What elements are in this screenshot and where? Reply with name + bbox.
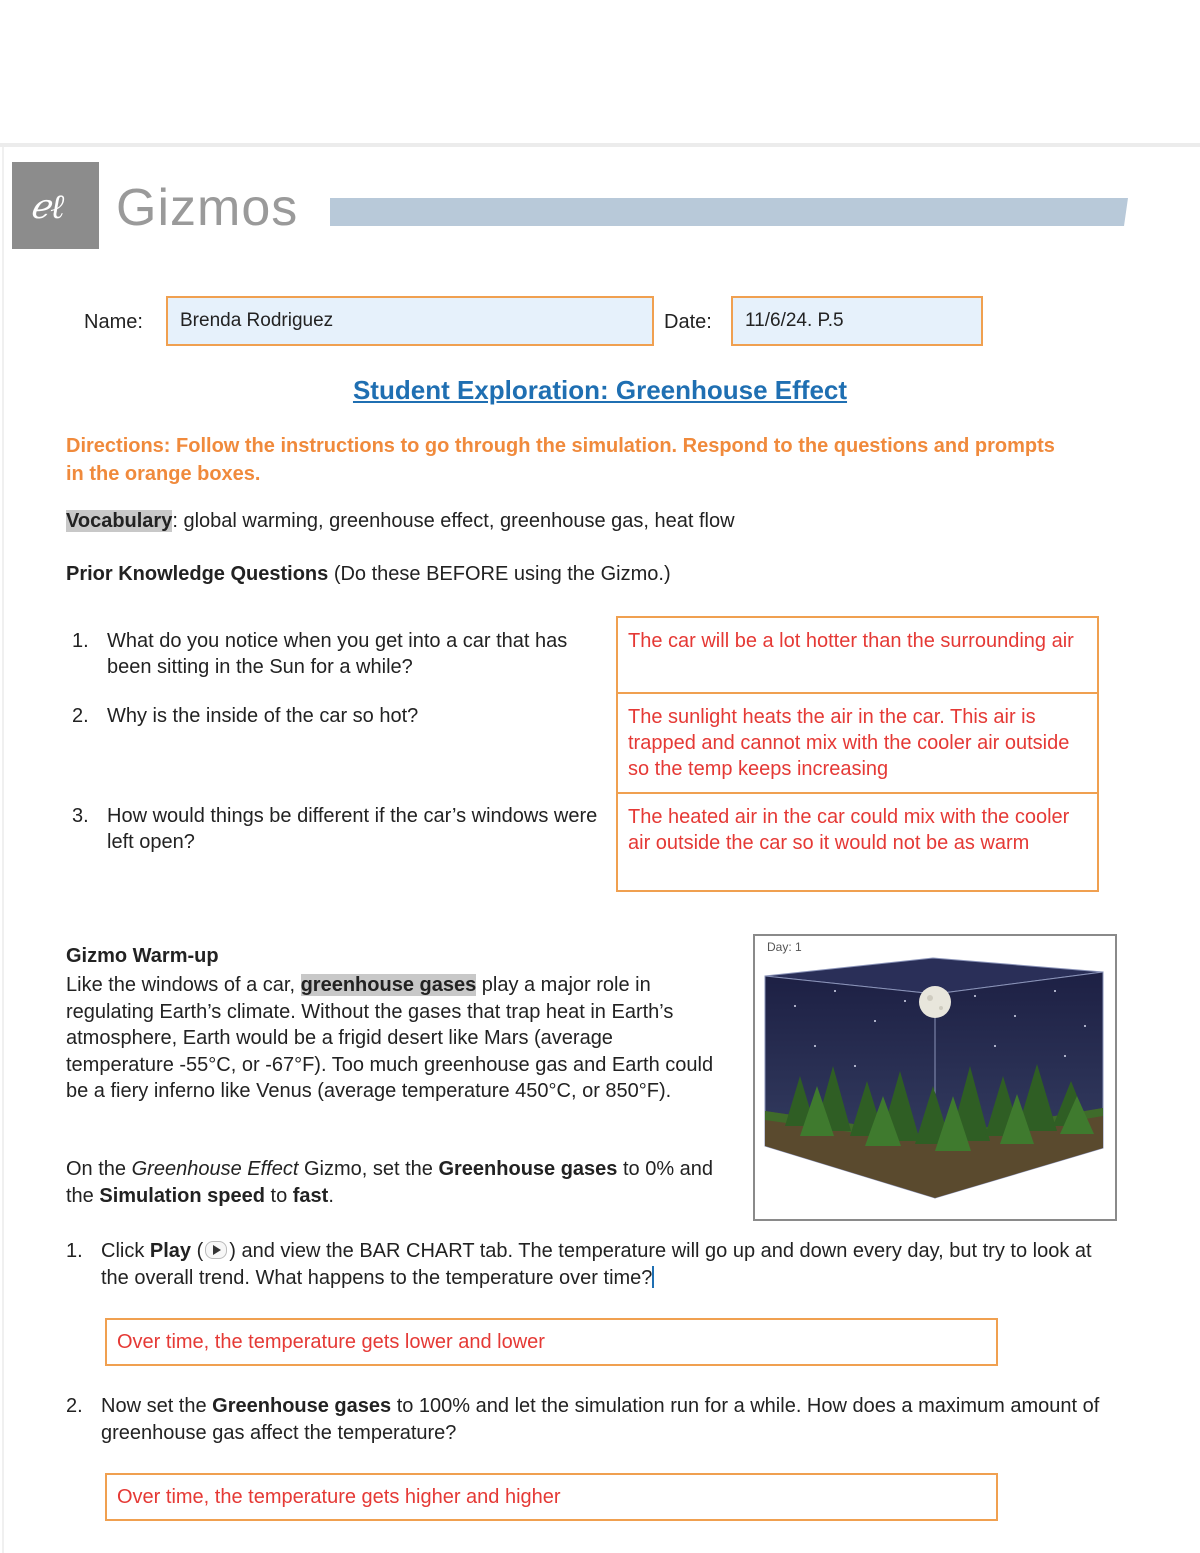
brand-name: Gizmos	[116, 179, 299, 237]
answer-box-1[interactable]: The car will be a lot hotter than the surrounding air	[628, 630, 1074, 652]
answer-box-2[interactable]: The sunlight heats the air in the car. This air is trapped and cannot mix with the cooler air outside so the temp keeps increasing	[618, 692, 1097, 792]
text-cursor	[652, 1266, 654, 1288]
step-text: Now set the Greenhouse gases to 100% and let the simulation run for a while. How does a maximum amount of greenhouse gas affect the temperature?	[101, 1395, 1100, 1444]
answer-box-3[interactable]: The heated air in the car could mix with the cooler air outside the car so it would not be as warm	[618, 792, 1097, 890]
question-text: Why is the inside of the car so hot?	[107, 705, 419, 727]
prior-knowledge-heading: Prior Knowledge Questions (Do these BEFORE using the Gizmo.)	[66, 563, 671, 585]
page-left-border	[2, 147, 4, 1553]
header-bar	[330, 198, 1128, 226]
highlight-greenhouse-gases: greenhouse gases	[300, 974, 477, 996]
gizmos-logo-icon	[12, 162, 99, 249]
date-label: Date:	[664, 311, 712, 333]
vocabulary-terms: : global warming, greenhouse effect, greenhouse gas, heat flow	[172, 510, 735, 532]
date-field[interactable]: 11/6/24. P.5	[731, 296, 983, 346]
answer-box-step-1[interactable]: Over time, the temperature gets lower and lower	[105, 1318, 998, 1366]
page-top-border	[0, 143, 1200, 147]
name-field[interactable]: Brenda Rodriguez	[166, 296, 654, 346]
vocabulary-line	[66, 510, 735, 533]
answer-table	[616, 616, 1099, 892]
warmup-paragraph: Like the windows of a car, greenhouse gases play a major role in regulating Earth’s climate. Without the gases that trap heat in Earth’s atmosphere, Earth would be a frigid desert like Mars (average temperature -55°C, or -67°F). Too much greenhouse gas and Earth could be a fiery inferno like Venus (average temperature 450°C, or 850°F).	[66, 974, 714, 1102]
greenhouse-scene-icon	[755, 936, 1115, 1219]
name-label: Name:	[84, 311, 143, 333]
directions-text: Directions: Follow the instructions to go through the simulation. Respond to the questions and prompts in the orange boxes.	[66, 435, 1055, 485]
step-text: Click Play ( ) and view the BAR CHART tab. The temperature will go up and down every day, but try to look at the overall trend. What happens to the temperature over time?	[101, 1240, 1092, 1289]
question-text: What do you notice when you get into a car that has been sitting in the Sun for a while?	[107, 630, 568, 678]
question-text: How would things be different if the car’s windows were left open?	[107, 805, 598, 853]
answer-box-step-2[interactable]: Over time, the temperature gets higher and higher	[105, 1473, 998, 1521]
page-title: Student Exploration: Greenhouse Effect	[352, 375, 848, 405]
logo-mark-icon	[26, 184, 86, 228]
day-label: Day: 1	[767, 940, 802, 954]
simulation-image	[753, 934, 1117, 1221]
vocabulary-label: Vocabulary	[66, 510, 173, 532]
svg-text:ℯℓ: ℯℓ	[29, 186, 64, 227]
warmup-instructions: On the Greenhouse Effect Gizmo, set the Greenhouse gases to 0% and the Simulation speed to fast.	[66, 1158, 714, 1207]
warmup-heading: Gizmo Warm-up	[66, 945, 219, 967]
play-icon	[205, 1241, 227, 1259]
